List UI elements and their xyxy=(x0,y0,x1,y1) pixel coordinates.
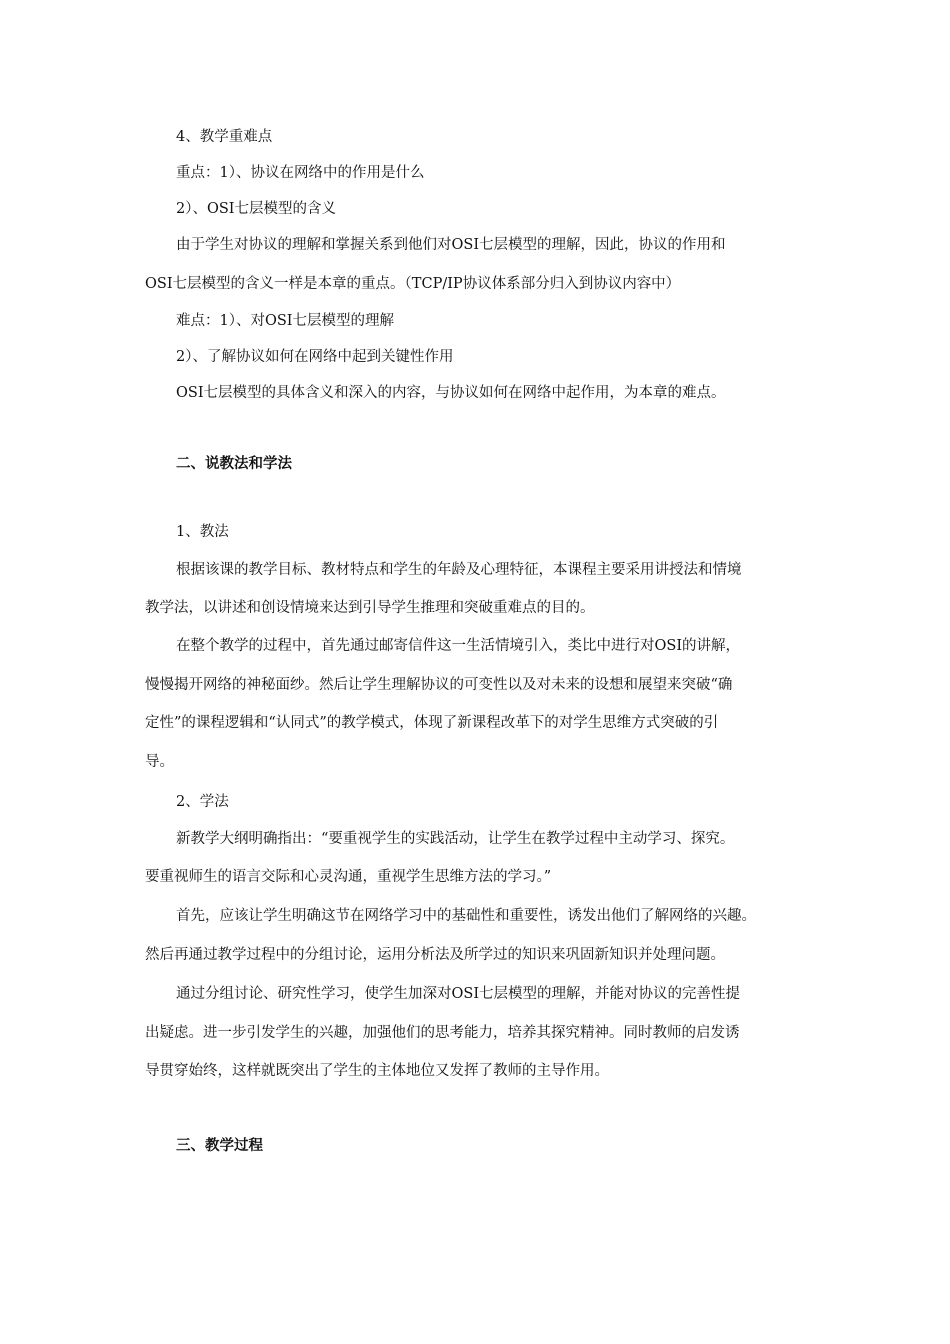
learning-paragraph-line: 通过分组讨论、研究性学习，使学生加深对OSI七层模型的理解，并能对协议的完善性提 xyxy=(176,986,741,1002)
difficult-point-2: 2）、了解协议如何在网络中起到关键性作用 xyxy=(176,349,454,365)
learning-paragraph-line: 导贯穿始终，这样就既突出了学生的主体地位又发挥了教师的主导作用。 xyxy=(145,1063,609,1079)
section-title-process: 三、教学过程 xyxy=(176,1138,263,1154)
teaching-paragraph-line: 定性”的课程逻辑和“认同式”的教学模式，体现了新课程改革下的对学生思维方式突破的引 xyxy=(145,715,719,731)
section-title-methods: 二、说教法和学法 xyxy=(176,456,292,472)
subheading-key-difficult-points: 4、教学重难点 xyxy=(176,129,273,145)
learning-paragraph-line: 新教学大纲明确指出：“要重视学生的实践活动，让学生在教学过程中主动学习、探究。 xyxy=(176,831,735,847)
learning-paragraph-line: 然后再通过教学过程中的分组讨论，运用分析法及所学过的知识来巩固新知识并处理问题。 xyxy=(145,947,725,963)
key-point-1: 重点：1）、协议在网络中的作用是什么 xyxy=(176,165,425,181)
key-point-2: 2）、OSI七层模型的含义 xyxy=(176,201,337,217)
learning-paragraph-line: 出疑虑。进一步引发学生的兴趣，加强他们的思考能力，培养其探究精神。同时教师的启发诱 xyxy=(145,1025,740,1041)
teaching-paragraph-line: 教学法，以讲述和创设情境来达到引导学生推理和突破重难点的目的。 xyxy=(145,600,595,616)
difficult-point-1: 难点：1）、对OSI七层模型的理解 xyxy=(176,313,395,329)
teaching-paragraph-line: 在整个教学的过程中，首先通过邮寄信件这一生活情境引入，类比中进行对OSI的讲解， xyxy=(176,638,741,654)
key-paragraph-line: OSI七层模型的含义一样是本章的重点。（TCP/IP协议体系部分归入到协议内容中） xyxy=(145,276,681,292)
learning-paragraph-line: 首先，应该让学生明确这节在网络学习中的基础性和重要性，诱发出他们了解网络的兴趣。 xyxy=(176,908,756,924)
teaching-paragraph-line: 导。 xyxy=(145,754,174,770)
learning-paragraph-line: 要重视师生的语言交际和心灵沟通，重视学生思维方法的学习。” xyxy=(145,869,552,885)
key-paragraph-line: 由于学生对协议的理解和掌握关系到他们对OSI七层模型的理解，因此，协议的作用和 xyxy=(176,237,726,253)
subheading-teaching-method: 1、教法 xyxy=(176,524,229,540)
teaching-paragraph-line: 慢慢揭开网络的神秘面纱。然后让学生理解协议的可变性以及对未来的设想和展望来突破“确 xyxy=(145,677,733,693)
teaching-paragraph-line: 根据该课的教学目标、教材特点和学生的年龄及心理特征，本课程主要采用讲授法和情境 xyxy=(176,562,742,578)
difficult-paragraph: OSI七层模型的具体含义和深入的内容，与协议如何在网络中起作用，为本章的难点。 xyxy=(176,385,726,401)
subheading-learning-method: 2、学法 xyxy=(176,794,229,810)
